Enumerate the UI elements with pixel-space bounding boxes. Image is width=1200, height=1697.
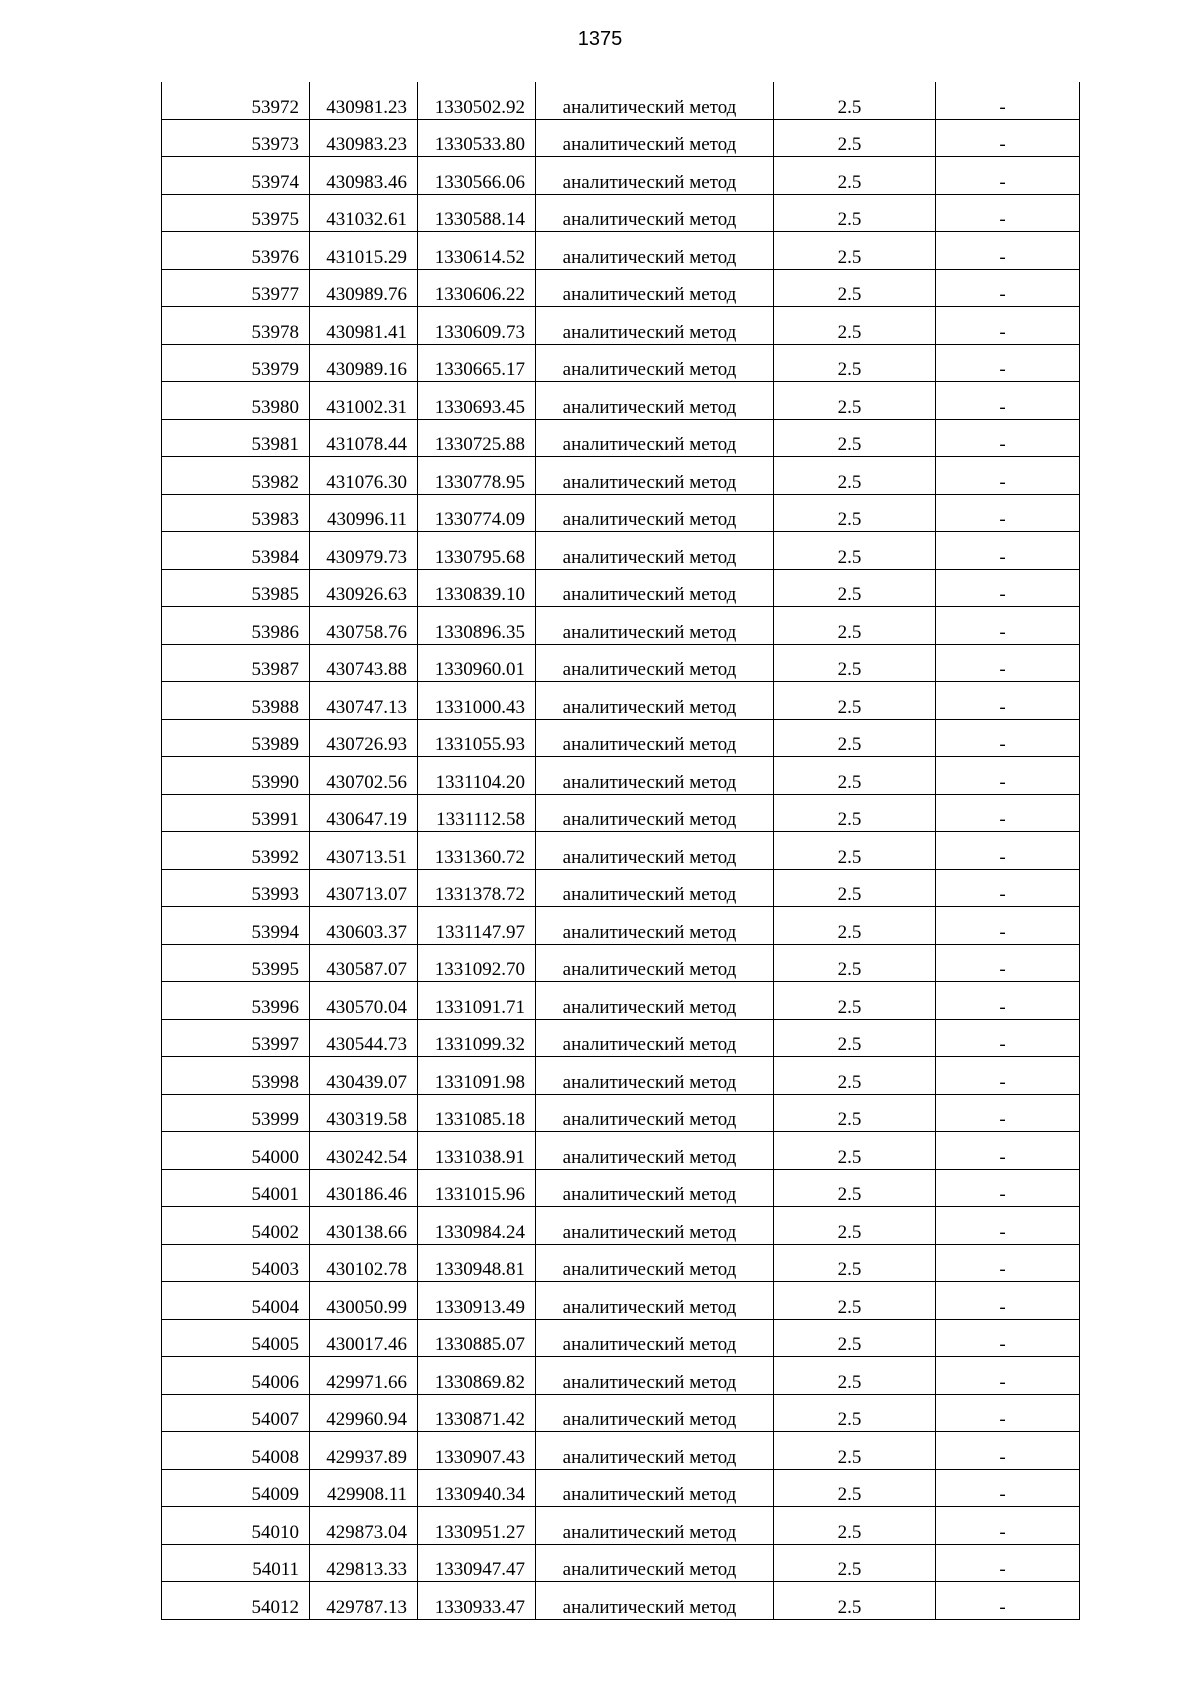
method-cell: аналитический метод bbox=[536, 1282, 774, 1320]
x-coordinate-cell: 430102.78 bbox=[310, 1244, 418, 1282]
point-number-cell: 53997 bbox=[162, 1019, 310, 1057]
x-coordinate-cell: 430138.66 bbox=[310, 1207, 418, 1245]
table-row bbox=[162, 719, 1080, 757]
accuracy-cell: 2.5 bbox=[774, 419, 936, 457]
accuracy-cell: 2.5 bbox=[774, 1169, 936, 1207]
table-row bbox=[162, 1169, 1080, 1207]
y-coordinate-cell: 1330907.43 bbox=[418, 1432, 536, 1470]
x-coordinate-cell: 430439.07 bbox=[310, 1057, 418, 1095]
note-cell: - bbox=[936, 869, 1080, 907]
method-cell: аналитический метод bbox=[536, 869, 774, 907]
point-number-cell: 54001 bbox=[162, 1169, 310, 1207]
page-number: 1375 bbox=[577, 28, 623, 50]
note-cell: - bbox=[936, 1319, 1080, 1357]
x-coordinate-cell: 430647.19 bbox=[310, 794, 418, 832]
x-coordinate-cell: 430983.23 bbox=[310, 119, 418, 157]
note-cell: - bbox=[936, 944, 1080, 982]
y-coordinate-cell: 1331360.72 bbox=[418, 832, 536, 870]
point-number-cell: 54012 bbox=[162, 1582, 310, 1620]
y-coordinate-cell: 1330533.80 bbox=[418, 119, 536, 157]
x-coordinate-cell: 429960.94 bbox=[310, 1394, 418, 1432]
method-cell: аналитический метод bbox=[536, 607, 774, 645]
method-cell: аналитический метод bbox=[536, 719, 774, 757]
method-cell: аналитический метод bbox=[536, 119, 774, 157]
method-cell: аналитический метод bbox=[536, 307, 774, 345]
point-number-cell: 53994 bbox=[162, 907, 310, 945]
x-coordinate-cell: 430570.04 bbox=[310, 982, 418, 1020]
note-cell: - bbox=[936, 1282, 1080, 1320]
point-number-cell: 53981 bbox=[162, 419, 310, 457]
method-cell: аналитический метод bbox=[536, 1394, 774, 1432]
method-cell: аналитический метод bbox=[536, 419, 774, 457]
table-row bbox=[162, 1394, 1080, 1432]
note-cell: - bbox=[936, 119, 1080, 157]
point-number-cell: 53978 bbox=[162, 307, 310, 345]
accuracy-cell: 2.5 bbox=[774, 1094, 936, 1132]
point-number-cell: 53988 bbox=[162, 682, 310, 720]
accuracy-cell: 2.5 bbox=[774, 1057, 936, 1095]
x-coordinate-cell: 431076.30 bbox=[310, 457, 418, 495]
method-cell: аналитический метод bbox=[536, 1319, 774, 1357]
x-coordinate-cell: 430186.46 bbox=[310, 1169, 418, 1207]
x-coordinate-cell: 430926.63 bbox=[310, 569, 418, 607]
y-coordinate-cell: 1330947.47 bbox=[418, 1544, 536, 1582]
x-coordinate-cell: 430996.11 bbox=[310, 494, 418, 532]
method-cell: аналитический метод bbox=[536, 1357, 774, 1395]
point-number-cell: 53986 bbox=[162, 607, 310, 645]
note-cell: - bbox=[936, 157, 1080, 195]
point-number-cell: 54007 bbox=[162, 1394, 310, 1432]
y-coordinate-cell: 1330502.92 bbox=[418, 82, 536, 119]
x-coordinate-cell: 431015.29 bbox=[310, 232, 418, 270]
point-number-cell: 53995 bbox=[162, 944, 310, 982]
x-coordinate-cell: 429937.89 bbox=[310, 1432, 418, 1470]
table-row bbox=[162, 1132, 1080, 1170]
y-coordinate-cell: 1330566.06 bbox=[418, 157, 536, 195]
method-cell: аналитический метод bbox=[536, 1057, 774, 1095]
x-coordinate-cell: 429787.13 bbox=[310, 1582, 418, 1620]
x-coordinate-cell: 430544.73 bbox=[310, 1019, 418, 1057]
y-coordinate-cell: 1330614.52 bbox=[418, 232, 536, 270]
table-row bbox=[162, 869, 1080, 907]
method-cell: аналитический метод bbox=[536, 1019, 774, 1057]
y-coordinate-cell: 1330609.73 bbox=[418, 307, 536, 345]
point-number-cell: 53987 bbox=[162, 644, 310, 682]
accuracy-cell: 2.5 bbox=[774, 607, 936, 645]
x-coordinate-cell: 430726.93 bbox=[310, 719, 418, 757]
x-coordinate-cell: 430981.41 bbox=[310, 307, 418, 345]
x-coordinate-cell: 431078.44 bbox=[310, 419, 418, 457]
point-number-cell: 53984 bbox=[162, 532, 310, 570]
table-row bbox=[162, 532, 1080, 570]
point-number-cell: 54002 bbox=[162, 1207, 310, 1245]
method-cell: аналитический метод bbox=[536, 1132, 774, 1170]
y-coordinate-cell: 1330940.34 bbox=[418, 1469, 536, 1507]
x-coordinate-cell: 430979.73 bbox=[310, 532, 418, 570]
note-cell: - bbox=[936, 532, 1080, 570]
method-cell: аналитический метод bbox=[536, 1469, 774, 1507]
table-row bbox=[162, 157, 1080, 195]
note-cell: - bbox=[936, 344, 1080, 382]
method-cell: аналитический метод bbox=[536, 682, 774, 720]
accuracy-cell: 2.5 bbox=[774, 82, 936, 119]
table-row bbox=[162, 344, 1080, 382]
accuracy-cell: 2.5 bbox=[774, 794, 936, 832]
x-coordinate-cell: 430242.54 bbox=[310, 1132, 418, 1170]
point-number-cell: 53974 bbox=[162, 157, 310, 195]
y-coordinate-cell: 1330885.07 bbox=[418, 1319, 536, 1357]
point-number-cell: 54004 bbox=[162, 1282, 310, 1320]
y-coordinate-cell: 1331000.43 bbox=[418, 682, 536, 720]
accuracy-cell: 2.5 bbox=[774, 1544, 936, 1582]
x-coordinate-cell: 430989.76 bbox=[310, 269, 418, 307]
table-row bbox=[162, 82, 1080, 119]
note-cell: - bbox=[936, 982, 1080, 1020]
accuracy-cell: 2.5 bbox=[774, 569, 936, 607]
table-row bbox=[162, 1282, 1080, 1320]
x-coordinate-cell: 429873.04 bbox=[310, 1507, 418, 1545]
table-row bbox=[162, 1319, 1080, 1357]
table-row bbox=[162, 569, 1080, 607]
y-coordinate-cell: 1331015.96 bbox=[418, 1169, 536, 1207]
note-cell: - bbox=[936, 644, 1080, 682]
x-coordinate-cell: 430981.23 bbox=[310, 82, 418, 119]
note-cell: - bbox=[936, 1057, 1080, 1095]
point-number-cell: 53991 bbox=[162, 794, 310, 832]
point-number-cell: 53972 bbox=[162, 82, 310, 119]
table-row bbox=[162, 1469, 1080, 1507]
accuracy-cell: 2.5 bbox=[774, 232, 936, 270]
method-cell: аналитический метод bbox=[536, 344, 774, 382]
method-cell: аналитический метод bbox=[536, 1544, 774, 1582]
note-cell: - bbox=[936, 1132, 1080, 1170]
y-coordinate-cell: 1330913.49 bbox=[418, 1282, 536, 1320]
table-row bbox=[162, 1207, 1080, 1245]
method-cell: аналитический метод bbox=[536, 269, 774, 307]
accuracy-cell: 2.5 bbox=[774, 1469, 936, 1507]
accuracy-cell: 2.5 bbox=[774, 494, 936, 532]
method-cell: аналитический метод bbox=[536, 757, 774, 795]
note-cell: - bbox=[936, 494, 1080, 532]
y-coordinate-cell: 1331055.93 bbox=[418, 719, 536, 757]
x-coordinate-cell: 430587.07 bbox=[310, 944, 418, 982]
accuracy-cell: 2.5 bbox=[774, 757, 936, 795]
y-coordinate-cell: 1330778.95 bbox=[418, 457, 536, 495]
note-cell: - bbox=[936, 1432, 1080, 1470]
note-cell: - bbox=[936, 382, 1080, 420]
note-cell: - bbox=[936, 457, 1080, 495]
x-coordinate-cell: 430989.16 bbox=[310, 344, 418, 382]
point-number-cell: 54011 bbox=[162, 1544, 310, 1582]
accuracy-cell: 2.5 bbox=[774, 1244, 936, 1282]
y-coordinate-cell: 1331091.98 bbox=[418, 1057, 536, 1095]
method-cell: аналитический метод bbox=[536, 1432, 774, 1470]
y-coordinate-cell: 1330774.09 bbox=[418, 494, 536, 532]
note-cell: - bbox=[936, 194, 1080, 232]
accuracy-cell: 2.5 bbox=[774, 982, 936, 1020]
y-coordinate-cell: 1330665.17 bbox=[418, 344, 536, 382]
method-cell: аналитический метод bbox=[536, 232, 774, 270]
method-cell: аналитический метод bbox=[536, 457, 774, 495]
method-cell: аналитический метод bbox=[536, 157, 774, 195]
x-coordinate-cell: 429908.11 bbox=[310, 1469, 418, 1507]
y-coordinate-cell: 1330693.45 bbox=[418, 382, 536, 420]
y-coordinate-cell: 1330896.35 bbox=[418, 607, 536, 645]
table-row bbox=[162, 1507, 1080, 1545]
point-number-cell: 54008 bbox=[162, 1432, 310, 1470]
y-coordinate-cell: 1331378.72 bbox=[418, 869, 536, 907]
method-cell: аналитический метод bbox=[536, 1207, 774, 1245]
method-cell: аналитический метод bbox=[536, 569, 774, 607]
table-row bbox=[162, 494, 1080, 532]
table-row bbox=[162, 232, 1080, 270]
note-cell: - bbox=[936, 1207, 1080, 1245]
note-cell: - bbox=[936, 682, 1080, 720]
x-coordinate-cell: 430319.58 bbox=[310, 1094, 418, 1132]
method-cell: аналитический метод bbox=[536, 1582, 774, 1620]
method-cell: аналитический метод bbox=[536, 194, 774, 232]
accuracy-cell: 2.5 bbox=[774, 1319, 936, 1357]
x-coordinate-cell: 431002.31 bbox=[310, 382, 418, 420]
x-coordinate-cell: 430050.99 bbox=[310, 1282, 418, 1320]
note-cell: - bbox=[936, 232, 1080, 270]
y-coordinate-cell: 1330795.68 bbox=[418, 532, 536, 570]
note-cell: - bbox=[936, 569, 1080, 607]
accuracy-cell: 2.5 bbox=[774, 307, 936, 345]
accuracy-cell: 2.5 bbox=[774, 644, 936, 682]
y-coordinate-cell: 1330951.27 bbox=[418, 1507, 536, 1545]
y-coordinate-cell: 1331112.58 bbox=[418, 794, 536, 832]
point-number-cell: 53999 bbox=[162, 1094, 310, 1132]
point-number-cell: 53985 bbox=[162, 569, 310, 607]
note-cell: - bbox=[936, 907, 1080, 945]
y-coordinate-cell: 1330839.10 bbox=[418, 569, 536, 607]
x-coordinate-cell: 430702.56 bbox=[310, 757, 418, 795]
method-cell: аналитический метод bbox=[536, 1244, 774, 1282]
method-cell: аналитический метод bbox=[536, 1507, 774, 1545]
table-row bbox=[162, 382, 1080, 420]
x-coordinate-cell: 431032.61 bbox=[310, 194, 418, 232]
table-row bbox=[162, 1357, 1080, 1395]
accuracy-cell: 2.5 bbox=[774, 1582, 936, 1620]
accuracy-cell: 2.5 bbox=[774, 907, 936, 945]
accuracy-cell: 2.5 bbox=[774, 457, 936, 495]
note-cell: - bbox=[936, 607, 1080, 645]
accuracy-cell: 2.5 bbox=[774, 1019, 936, 1057]
x-coordinate-cell: 430747.13 bbox=[310, 682, 418, 720]
point-number-cell: 54005 bbox=[162, 1319, 310, 1357]
point-number-cell: 53982 bbox=[162, 457, 310, 495]
table-row bbox=[162, 1432, 1080, 1470]
accuracy-cell: 2.5 bbox=[774, 832, 936, 870]
method-cell: аналитический метод bbox=[536, 907, 774, 945]
note-cell: - bbox=[936, 82, 1080, 119]
y-coordinate-cell: 1330960.01 bbox=[418, 644, 536, 682]
x-coordinate-cell: 429813.33 bbox=[310, 1544, 418, 1582]
accuracy-cell: 2.5 bbox=[774, 719, 936, 757]
y-coordinate-cell: 1331038.91 bbox=[418, 1132, 536, 1170]
point-number-cell: 54010 bbox=[162, 1507, 310, 1545]
y-coordinate-cell: 1331099.32 bbox=[418, 1019, 536, 1057]
point-number-cell: 53977 bbox=[162, 269, 310, 307]
method-cell: аналитический метод bbox=[536, 1169, 774, 1207]
point-number-cell: 54003 bbox=[162, 1244, 310, 1282]
table-row bbox=[162, 1544, 1080, 1582]
note-cell: - bbox=[936, 1169, 1080, 1207]
y-coordinate-cell: 1330869.82 bbox=[418, 1357, 536, 1395]
note-cell: - bbox=[936, 794, 1080, 832]
accuracy-cell: 2.5 bbox=[774, 682, 936, 720]
y-coordinate-cell: 1331104.20 bbox=[418, 757, 536, 795]
table-row bbox=[162, 832, 1080, 870]
y-coordinate-cell: 1330871.42 bbox=[418, 1394, 536, 1432]
accuracy-cell: 2.5 bbox=[774, 157, 936, 195]
accuracy-cell: 2.5 bbox=[774, 1357, 936, 1395]
accuracy-cell: 2.5 bbox=[774, 119, 936, 157]
table-row bbox=[162, 907, 1080, 945]
table-row bbox=[162, 1019, 1080, 1057]
method-cell: аналитический метод bbox=[536, 794, 774, 832]
x-coordinate-cell: 430603.37 bbox=[310, 907, 418, 945]
accuracy-cell: 2.5 bbox=[774, 382, 936, 420]
note-cell: - bbox=[936, 757, 1080, 795]
y-coordinate-cell: 1331091.71 bbox=[418, 982, 536, 1020]
point-number-cell: 53996 bbox=[162, 982, 310, 1020]
y-coordinate-cell: 1330606.22 bbox=[418, 269, 536, 307]
accuracy-cell: 2.5 bbox=[774, 1394, 936, 1432]
method-cell: аналитический метод bbox=[536, 82, 774, 119]
point-number-cell: 54009 bbox=[162, 1469, 310, 1507]
x-coordinate-cell: 430713.51 bbox=[310, 832, 418, 870]
method-cell: аналитический метод bbox=[536, 982, 774, 1020]
table-row bbox=[162, 982, 1080, 1020]
note-cell: - bbox=[936, 269, 1080, 307]
method-cell: аналитический метод bbox=[536, 644, 774, 682]
accuracy-cell: 2.5 bbox=[774, 1432, 936, 1470]
point-number-cell: 53992 bbox=[162, 832, 310, 870]
coordinates-table-body bbox=[162, 82, 1080, 1619]
accuracy-cell: 2.5 bbox=[774, 1507, 936, 1545]
point-number-cell: 53998 bbox=[162, 1057, 310, 1095]
table-row bbox=[162, 307, 1080, 345]
x-coordinate-cell: 430983.46 bbox=[310, 157, 418, 195]
method-cell: аналитический метод bbox=[536, 832, 774, 870]
note-cell: - bbox=[936, 1019, 1080, 1057]
method-cell: аналитический метод bbox=[536, 944, 774, 982]
note-cell: - bbox=[936, 1544, 1080, 1582]
note-cell: - bbox=[936, 1244, 1080, 1282]
method-cell: аналитический метод bbox=[536, 494, 774, 532]
accuracy-cell: 2.5 bbox=[774, 269, 936, 307]
x-coordinate-cell: 430713.07 bbox=[310, 869, 418, 907]
note-cell: - bbox=[936, 719, 1080, 757]
table-row bbox=[162, 607, 1080, 645]
y-coordinate-cell: 1330933.47 bbox=[418, 1582, 536, 1620]
x-coordinate-cell: 430017.46 bbox=[310, 1319, 418, 1357]
point-number-cell: 53983 bbox=[162, 494, 310, 532]
coordinates-table bbox=[161, 82, 1080, 1620]
point-number-cell: 53993 bbox=[162, 869, 310, 907]
note-cell: - bbox=[936, 1469, 1080, 1507]
table-row bbox=[162, 419, 1080, 457]
point-number-cell: 53979 bbox=[162, 344, 310, 382]
table-row bbox=[162, 1094, 1080, 1132]
note-cell: - bbox=[936, 1094, 1080, 1132]
x-coordinate-cell: 429971.66 bbox=[310, 1357, 418, 1395]
y-coordinate-cell: 1331092.70 bbox=[418, 944, 536, 982]
method-cell: аналитический метод bbox=[536, 382, 774, 420]
point-number-cell: 53990 bbox=[162, 757, 310, 795]
y-coordinate-cell: 1330984.24 bbox=[418, 1207, 536, 1245]
accuracy-cell: 2.5 bbox=[774, 869, 936, 907]
table-row bbox=[162, 457, 1080, 495]
point-number-cell: 53975 bbox=[162, 194, 310, 232]
point-number-cell: 54000 bbox=[162, 1132, 310, 1170]
y-coordinate-cell: 1330725.88 bbox=[418, 419, 536, 457]
y-coordinate-cell: 1330948.81 bbox=[418, 1244, 536, 1282]
note-cell: - bbox=[936, 1507, 1080, 1545]
point-number-cell: 54006 bbox=[162, 1357, 310, 1395]
table-row bbox=[162, 1582, 1080, 1620]
point-number-cell: 53976 bbox=[162, 232, 310, 270]
accuracy-cell: 2.5 bbox=[774, 1282, 936, 1320]
accuracy-cell: 2.5 bbox=[774, 344, 936, 382]
accuracy-cell: 2.5 bbox=[774, 532, 936, 570]
note-cell: - bbox=[936, 419, 1080, 457]
table-row bbox=[162, 794, 1080, 832]
note-cell: - bbox=[936, 307, 1080, 345]
y-coordinate-cell: 1331147.97 bbox=[418, 907, 536, 945]
note-cell: - bbox=[936, 1394, 1080, 1432]
method-cell: аналитический метод bbox=[536, 1094, 774, 1132]
accuracy-cell: 2.5 bbox=[774, 1132, 936, 1170]
point-number-cell: 53973 bbox=[162, 119, 310, 157]
note-cell: - bbox=[936, 1357, 1080, 1395]
accuracy-cell: 2.5 bbox=[774, 1207, 936, 1245]
x-coordinate-cell: 430758.76 bbox=[310, 607, 418, 645]
table-row bbox=[162, 757, 1080, 795]
x-coordinate-cell: 430743.88 bbox=[310, 644, 418, 682]
note-cell: - bbox=[936, 832, 1080, 870]
accuracy-cell: 2.5 bbox=[774, 944, 936, 982]
table-row bbox=[162, 269, 1080, 307]
method-cell: аналитический метод bbox=[536, 532, 774, 570]
table-row bbox=[162, 944, 1080, 982]
point-number-cell: 53980 bbox=[162, 382, 310, 420]
y-coordinate-cell: 1331085.18 bbox=[418, 1094, 536, 1132]
note-cell: - bbox=[936, 1582, 1080, 1620]
y-coordinate-cell: 1330588.14 bbox=[418, 194, 536, 232]
table-row bbox=[162, 1057, 1080, 1095]
table-row bbox=[162, 682, 1080, 720]
table-row bbox=[162, 119, 1080, 157]
table-row bbox=[162, 194, 1080, 232]
table-row bbox=[162, 1244, 1080, 1282]
point-number-cell: 53989 bbox=[162, 719, 310, 757]
accuracy-cell: 2.5 bbox=[774, 194, 936, 232]
table-row bbox=[162, 644, 1080, 682]
